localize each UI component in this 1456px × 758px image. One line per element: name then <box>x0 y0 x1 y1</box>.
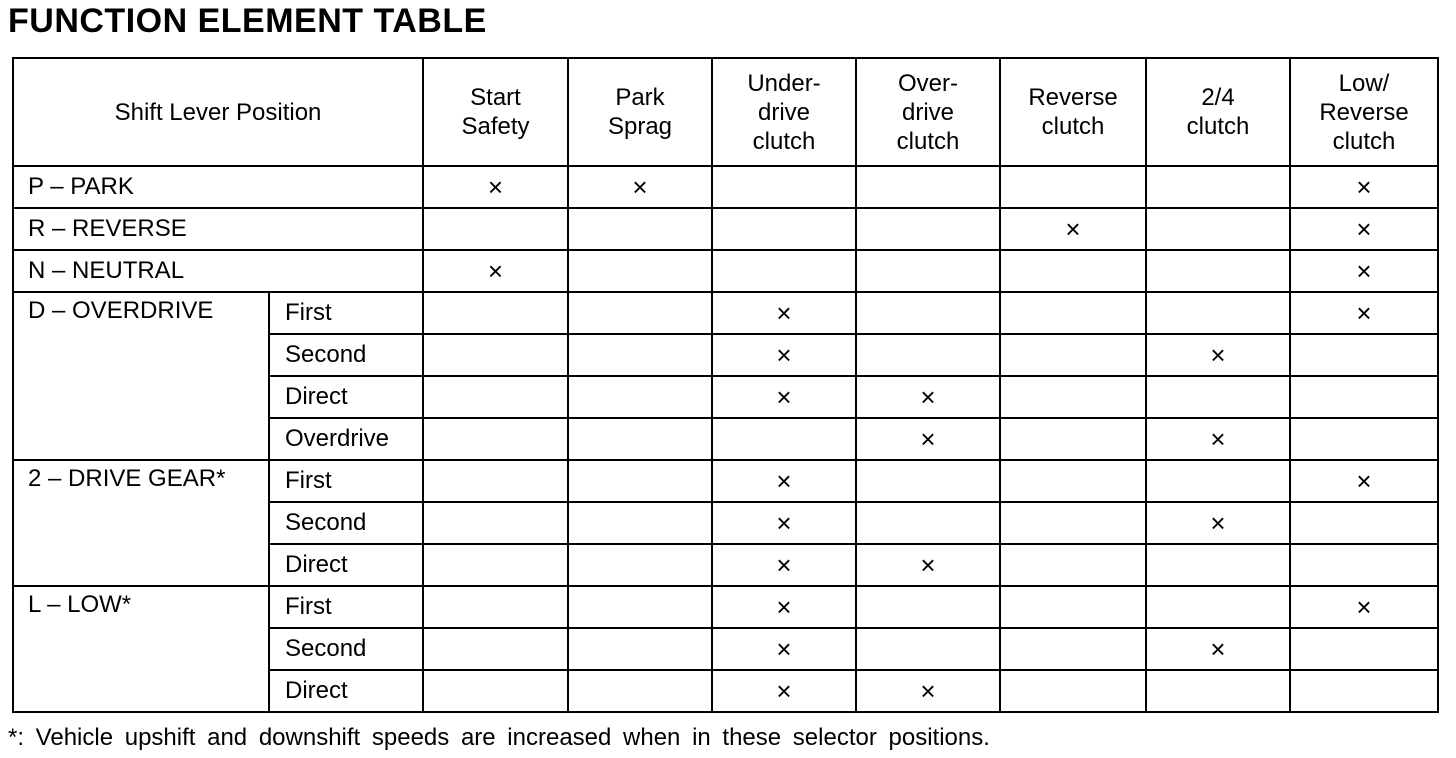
cell-low-reverse-clutch <box>1290 460 1438 502</box>
cell-low-reverse-clutch <box>1290 502 1438 544</box>
cell-overdrive-clutch <box>856 292 1000 334</box>
cell-low-reverse-clutch <box>1290 334 1438 376</box>
cell-two-four-clutch <box>1146 292 1290 334</box>
applied-mark-icon: × <box>920 550 936 580</box>
applied-mark-icon: × <box>776 298 792 328</box>
gear-label: Direct <box>269 544 423 586</box>
cell-two-four-clutch <box>1146 586 1290 628</box>
header-line: drive <box>757 98 811 126</box>
header-line: Sprag <box>607 113 673 140</box>
cell-reverse-clutch <box>1000 502 1146 544</box>
page-title: FUNCTION ELEMENT TABLE <box>8 2 487 40</box>
cell-reverse-clutch <box>1000 292 1146 334</box>
cell-reverse-clutch <box>1000 628 1146 670</box>
shift-position-label: N – NEUTRAL <box>13 250 423 292</box>
table-row <box>13 208 1438 250</box>
cell-overdrive-clutch <box>856 628 1000 670</box>
cell-start-safety <box>423 502 568 544</box>
cell-start-safety <box>423 418 568 460</box>
applied-mark-icon: × <box>1210 634 1226 664</box>
cell-two-four-clutch <box>1146 208 1290 250</box>
cell-start-safety <box>423 250 568 292</box>
cell-park-sprag <box>568 292 712 334</box>
cell-park-sprag <box>568 376 712 418</box>
cell-start-safety <box>423 376 568 418</box>
cell-park-sprag <box>568 418 712 460</box>
cell-reverse-clutch <box>1000 376 1146 418</box>
cell-low-reverse-clutch <box>1290 208 1438 250</box>
applied-mark-icon: × <box>776 676 792 706</box>
cell-low-reverse-clutch <box>1290 544 1438 586</box>
cell-low-reverse-clutch <box>1290 292 1438 334</box>
header-line: Reverse <box>1319 98 1409 126</box>
cell-overdrive-clutch <box>856 334 1000 376</box>
applied-mark-icon: × <box>1356 172 1372 202</box>
cell-start-safety <box>423 292 568 334</box>
shift-position-label: 2 – DRIVE GEAR* <box>13 460 269 586</box>
cell-reverse-clutch <box>1000 670 1146 712</box>
gear-label: Second <box>269 628 423 670</box>
header-line: Start <box>470 84 521 111</box>
header-line: clutch <box>752 127 816 155</box>
applied-mark-icon: × <box>1210 508 1226 538</box>
applied-mark-icon: × <box>487 172 504 202</box>
cell-start-safety <box>423 208 568 250</box>
header-park-sprag <box>568 58 712 166</box>
header-line: 2/4 <box>1201 84 1235 111</box>
cell-overdrive-clutch <box>856 418 1000 460</box>
cell-overdrive-clutch <box>856 166 1000 208</box>
header-low-reverse-clutch <box>1290 58 1438 166</box>
header-start-safety <box>423 58 568 166</box>
cell-overdrive-clutch <box>856 502 1000 544</box>
applied-mark-icon: × <box>1065 214 1081 244</box>
applied-mark-icon: × <box>920 424 936 454</box>
cell-underdrive-clutch <box>712 628 856 670</box>
gear-label: First <box>269 460 423 502</box>
header-line: Under- <box>747 69 821 97</box>
cell-reverse-clutch <box>1000 250 1146 292</box>
cell-overdrive-clutch <box>856 208 1000 250</box>
gear-label: Direct <box>269 376 423 418</box>
applied-mark-icon: × <box>1356 214 1372 244</box>
header-overdrive-clutch <box>856 58 1000 166</box>
cell-park-sprag <box>568 166 712 208</box>
applied-mark-icon: × <box>776 340 792 370</box>
cell-park-sprag <box>568 586 712 628</box>
gear-label: Second <box>269 334 423 376</box>
cell-park-sprag <box>568 628 712 670</box>
applied-mark-icon: × <box>1356 592 1372 622</box>
cell-overdrive-clutch <box>856 544 1000 586</box>
header-line: Park <box>615 84 665 111</box>
cell-reverse-clutch <box>1000 586 1146 628</box>
header-line: Reverse <box>1028 84 1118 111</box>
cell-start-safety <box>423 334 568 376</box>
header-line: clutch <box>1186 113 1250 140</box>
gear-label: Second <box>269 502 423 544</box>
header-reverse-clutch <box>1000 58 1146 166</box>
cell-start-safety <box>423 460 568 502</box>
gear-label: Overdrive <box>269 418 423 460</box>
cell-overdrive-clutch <box>856 376 1000 418</box>
applied-mark-icon: × <box>1356 298 1372 328</box>
cell-two-four-clutch <box>1146 166 1290 208</box>
cell-underdrive-clutch <box>712 544 856 586</box>
gear-label: First <box>269 586 423 628</box>
cell-overdrive-clutch <box>856 250 1000 292</box>
function-element-table <box>12 57 1439 713</box>
applied-mark-icon: × <box>1356 256 1372 286</box>
cell-park-sprag <box>568 502 712 544</box>
applied-mark-icon: × <box>1356 466 1372 496</box>
cell-underdrive-clutch <box>712 376 856 418</box>
cell-low-reverse-clutch <box>1290 376 1438 418</box>
table-row <box>13 292 1438 334</box>
shift-position-label: P – PARK <box>13 166 423 208</box>
cell-overdrive-clutch <box>856 460 1000 502</box>
cell-two-four-clutch <box>1146 460 1290 502</box>
cell-underdrive-clutch <box>712 208 856 250</box>
applied-mark-icon: × <box>920 382 936 412</box>
cell-start-safety <box>423 670 568 712</box>
cell-two-four-clutch <box>1146 250 1290 292</box>
cell-two-four-clutch <box>1146 628 1290 670</box>
header-line: clutch <box>1332 127 1396 155</box>
applied-mark-icon: × <box>776 592 792 622</box>
cell-underdrive-clutch <box>712 418 856 460</box>
header-line: clutch <box>1041 113 1105 140</box>
applied-mark-icon: × <box>776 634 792 664</box>
applied-mark-icon: × <box>920 676 936 706</box>
cell-two-four-clutch <box>1146 544 1290 586</box>
cell-park-sprag <box>568 544 712 586</box>
header-line: Low/ <box>1338 69 1390 97</box>
cell-underdrive-clutch <box>712 292 856 334</box>
shift-position-label: D – OVERDRIVE <box>13 292 269 460</box>
gear-label: Direct <box>269 670 423 712</box>
cell-start-safety <box>423 628 568 670</box>
table-row <box>13 460 1438 502</box>
cell-reverse-clutch <box>1000 208 1146 250</box>
cell-low-reverse-clutch <box>1290 250 1438 292</box>
applied-mark-icon: × <box>487 256 504 286</box>
cell-low-reverse-clutch <box>1290 628 1438 670</box>
header-row <box>13 58 1438 166</box>
cell-park-sprag <box>568 670 712 712</box>
cell-reverse-clutch <box>1000 418 1146 460</box>
cell-two-four-clutch <box>1146 418 1290 460</box>
cell-low-reverse-clutch <box>1290 418 1438 460</box>
cell-start-safety <box>423 544 568 586</box>
header-underdrive-clutch <box>712 58 856 166</box>
table-row <box>13 586 1438 628</box>
applied-mark-icon: × <box>776 508 792 538</box>
cell-underdrive-clutch <box>712 502 856 544</box>
cell-park-sprag <box>568 250 712 292</box>
cell-two-four-clutch <box>1146 502 1290 544</box>
gear-label: First <box>269 292 423 334</box>
cell-underdrive-clutch <box>712 334 856 376</box>
cell-low-reverse-clutch <box>1290 166 1438 208</box>
cell-underdrive-clutch <box>712 670 856 712</box>
cell-underdrive-clutch <box>712 250 856 292</box>
header-line: Safety <box>461 113 530 140</box>
cell-park-sprag <box>568 208 712 250</box>
applied-mark-icon: × <box>1210 340 1226 370</box>
cell-reverse-clutch <box>1000 460 1146 502</box>
cell-two-four-clutch <box>1146 670 1290 712</box>
header-line: clutch <box>896 127 960 155</box>
footnote: *: Vehicle upshift and downshift speeds are increased when in these selector positions. <box>8 724 990 751</box>
cell-start-safety <box>423 166 568 208</box>
cell-low-reverse-clutch <box>1290 586 1438 628</box>
header-shift-lever-position: Shift Lever Position <box>13 58 423 166</box>
cell-overdrive-clutch <box>856 586 1000 628</box>
cell-underdrive-clutch <box>712 460 856 502</box>
cell-reverse-clutch <box>1000 166 1146 208</box>
applied-mark-icon: × <box>776 550 792 580</box>
shift-position-label: L – LOW* <box>13 586 269 712</box>
cell-overdrive-clutch <box>856 670 1000 712</box>
cell-start-safety <box>423 586 568 628</box>
shift-position-label: R – REVERSE <box>13 208 423 250</box>
cell-reverse-clutch <box>1000 334 1146 376</box>
header-line: drive <box>901 98 955 126</box>
applied-mark-icon: × <box>632 172 648 202</box>
table-body <box>13 166 1438 712</box>
applied-mark-icon: × <box>1210 424 1226 454</box>
table-row <box>13 166 1438 208</box>
header-two-four-clutch <box>1146 58 1290 166</box>
header-line: Over- <box>898 69 958 97</box>
cell-underdrive-clutch <box>712 166 856 208</box>
applied-mark-icon: × <box>776 466 792 496</box>
cell-underdrive-clutch <box>712 586 856 628</box>
cell-park-sprag <box>568 460 712 502</box>
cell-low-reverse-clutch <box>1290 670 1438 712</box>
cell-two-four-clutch <box>1146 334 1290 376</box>
cell-park-sprag <box>568 334 712 376</box>
cell-reverse-clutch <box>1000 544 1146 586</box>
applied-mark-icon: × <box>776 382 792 412</box>
table-row <box>13 250 1438 292</box>
cell-two-four-clutch <box>1146 376 1290 418</box>
